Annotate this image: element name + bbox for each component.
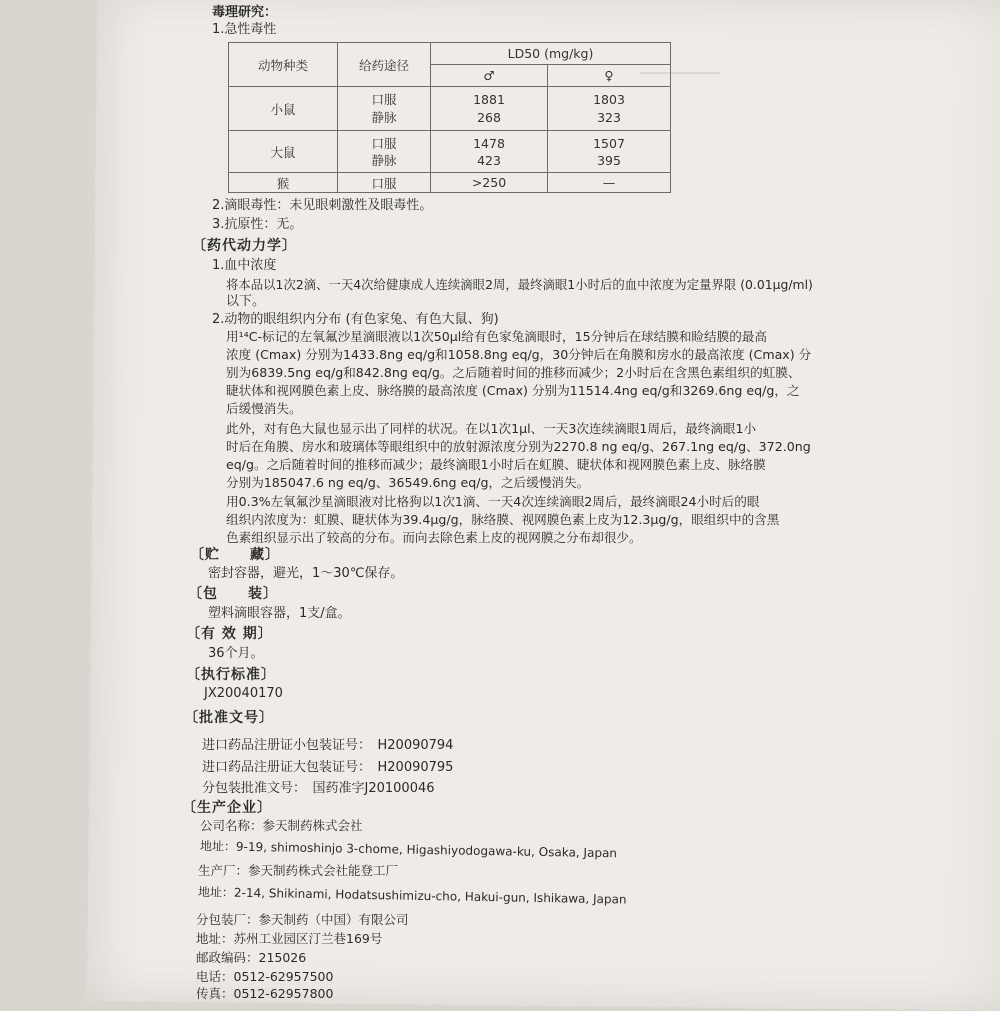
col-species: 动物种类 [229, 43, 338, 87]
company-address: 地址：9-19, shimoshinjo 3-chome, Higashiyodogawa-ku, Osaka, Japan [199, 839, 618, 861]
male-cell: >250 [431, 173, 548, 193]
approval-heading: 〔 批准文号 〕 [184, 710, 274, 726]
antigenicity: 3.抗原性：无。 [212, 217, 303, 232]
show-through: ▁▁▁▁▁▁▁▁ [640, 60, 720, 75]
toxicology-heading: 毒理研究： [212, 5, 278, 20]
postal-code: 邮政编码：215026 [196, 950, 307, 965]
pharmacokinetics-heading: 〔 药代动力学 〕 [192, 238, 297, 254]
species-cell: 猴 [229, 173, 338, 193]
acute-toxicity-table [228, 42, 671, 193]
route-cell: 口服 [338, 173, 431, 193]
eye-toxicity: 2.滴眼毒性：未见眼刺激性及眼毒性。 [212, 198, 433, 213]
blood-concentration-title: 1.血中浓度 [212, 258, 277, 273]
tissue-line: 别为6839.5ng eq/g和842.8ng eq/g。之后随着时间的推移而减少；2小时后在含黑色素组织的虹膜、 [226, 365, 801, 380]
tissue-line: 组织内浓度为：虹膜、睫状体为39.4μg/g，脉络膜、视网膜色素上皮为12.3μg/g，眼组织中的含黑 [226, 512, 780, 527]
phone: 电话：0512-62957500 [196, 969, 334, 984]
validity-heading: 〔 有 效 期 〕 [186, 626, 273, 642]
storage-text: 密封容器，避光，1～30℃保存。 [208, 566, 404, 581]
manufacturer-heading: 〔 生产企业 〕 [182, 800, 272, 816]
factory-name: 生产厂：参天制药株式会社能登工厂 [198, 863, 399, 878]
route-cell: 口服 静脉 [338, 87, 431, 131]
col-female: ♀ [548, 65, 671, 87]
col-male: ♂ [431, 65, 548, 87]
species-cell: 大鼠 [229, 131, 338, 173]
acute-toxicity-title: 1.急性毒性 [212, 22, 277, 37]
tissue-line: 色素组织显示出了较高的分布。而向去除色素上皮的视网膜之分布却很少。 [226, 530, 642, 545]
tissue-line: eq/g。之后随着时间的推移而减少；最终滴眼1小时后在虹膜、睫状体和视网膜色素上皮、脉络膜 [226, 457, 766, 472]
route-cell: 口服 静脉 [338, 131, 431, 173]
species-cell: 小鼠 [229, 87, 338, 131]
package-heading: 〔 包 装 〕 [188, 586, 278, 602]
male-cell: 1881 268 [431, 87, 548, 131]
approval-line: 进口药品注册证大包装证号： H20090795 [202, 760, 454, 775]
company-name: 公司名称：参天制药株式会社 [200, 818, 363, 833]
female-cell: 1507 395 [548, 131, 671, 173]
female-cell: — [548, 173, 671, 193]
validity-text: 36个月。 [208, 646, 264, 661]
male-cell: 1478 423 [431, 131, 548, 173]
factory-address: 地址：2-14, Shikinami, Hodatsushimizu-cho, Hakui-gun, Ishikawa, Japan [197, 885, 627, 907]
tissue-line: 后缓慢消失。 [226, 401, 302, 416]
tissue-line: 时后在角膜、房水和玻璃体等眼组织中的放射源浓度分别为2270.8 ng eq/g、267.1ng eq/g、372.0ng [226, 439, 811, 454]
storage-heading: 〔 贮 藏 〕 [190, 547, 280, 563]
packager-name: 分包装厂：参天制药（中国）有限公司 [196, 912, 409, 927]
tissue-line: 分别为185047.6 ng eq/g、36549.6ng eq/g，之后缓慢消失。 [226, 475, 590, 490]
tissue-distribution-title: 2.动物的眼组织内分布 (有色家兔、有色大鼠、狗) [212, 312, 499, 327]
col-ld50: LD50 (mg/kg) [431, 43, 671, 65]
packager-address: 地址：苏州工业园区汀兰巷169号 [196, 931, 383, 946]
approval-line: 分包装批准文号： 国药准字J20100046 [202, 781, 435, 796]
blood-line: 将本品以1次2滴、一天4次给健康成人连续滴眼2周，最终滴眼1小时后的血中浓度为定量界限 (0.01μg/ml) [226, 277, 813, 292]
tissue-line: 此外，对有色大鼠也显示出了同样的状况。在以1次1μl、一天3次连续滴眼1周后，最终滴眼1小 [226, 421, 757, 436]
tissue-line: 用0.3%左氧氟沙星滴眼液对比格狗以1次1滴、一天4次连续滴眼2周后，最终滴眼24小时后的眼 [226, 494, 760, 509]
tissue-line: 睫状体和视网膜色素上皮、脉络膜的最高浓度 (Cmax) 分别为11514.4ng eq/g和3269.6ng eq/g，之 [226, 383, 800, 398]
blood-line: 以下。 [226, 294, 266, 309]
female-cell: 1803 323 [548, 87, 671, 131]
standard-heading: 〔 执行标准 〕 [186, 667, 276, 683]
leaflet-content [104, 0, 984, 1000]
col-route: 给药途径 [338, 43, 431, 87]
tissue-line: 浓度 (Cmax) 分别为1433.8ng eq/g和1058.8ng eq/g，30分钟后在角膜和房水的最高浓度 (Cmax) 分 [226, 347, 812, 362]
package-text: 塑料滴眼容器，1支/盒。 [208, 606, 351, 621]
standard-text: JX20040170 [204, 686, 283, 701]
tissue-line: 用¹⁴C-标记的左氧氟沙星滴眼液以1次50μl给有色家兔滴眼时，15分钟后在球结膜和睑结膜的最高 [226, 329, 767, 344]
approval-line: 进口药品注册证小包装证号： H20090794 [202, 738, 454, 753]
fax: 传真：0512-62957800 [196, 986, 334, 1001]
